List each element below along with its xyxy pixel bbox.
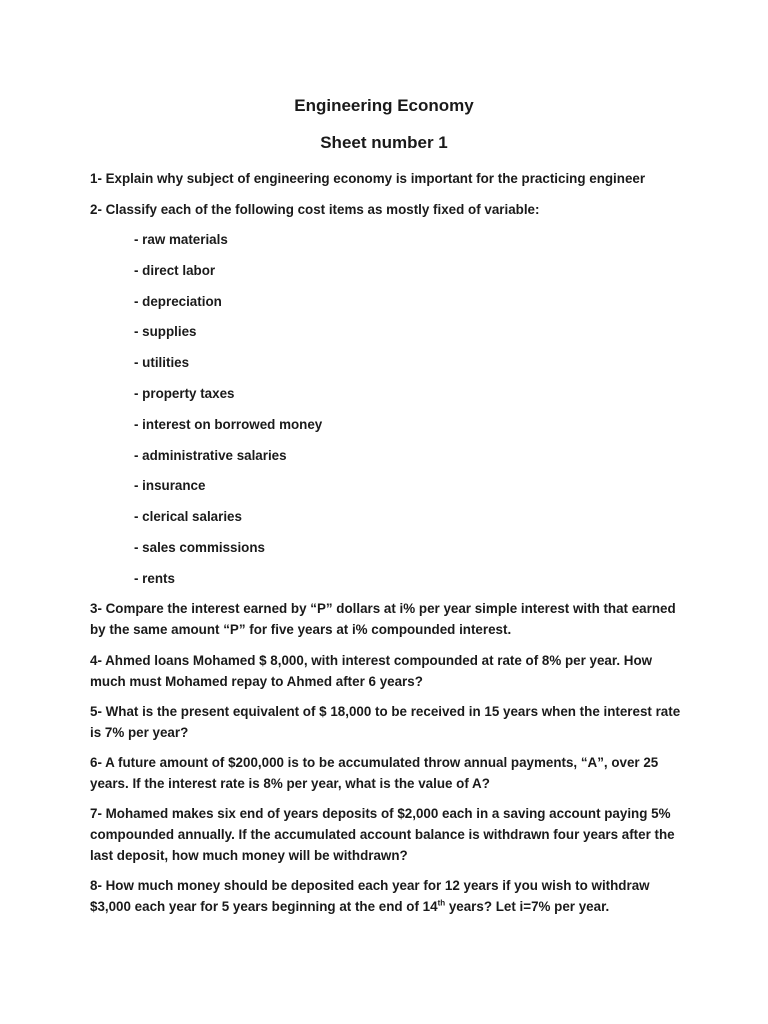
question-6: 6- A future amount of $200,000 is to be accumulated throw annual payments, “A”, over 25 years. If the interest rate is 8% per year, what is the value of A? <box>90 755 659 791</box>
cost-item-direct-labor: - direct labor <box>134 262 216 278</box>
cost-item-insurance: - insurance <box>134 478 206 494</box>
cost-item-utilities: - utilities <box>134 355 190 371</box>
question-5: 5- What is the present equivalent of $ 18,000 to be received in 15 years when the interest rate is 7% per year? <box>90 704 681 740</box>
cost-item-clerical-salaries: - clerical salaries <box>134 509 242 525</box>
document-subtitle: Sheet number 1 <box>320 133 448 152</box>
question-7: 7- Mohamed makes six end of years deposits of $2,000 each in a saving account paying 5% compounded annually. If the accumulated account balance is withdrawn four years after the last deposit, how much money will be withdrawn? <box>90 806 675 863</box>
cost-item-interest: - interest on borrowed money <box>134 416 323 432</box>
cost-item-administrative-salaries: - administrative salaries <box>134 447 287 463</box>
document-title: Engineering Economy <box>294 96 474 115</box>
cost-item-sales-commissions: - sales commissions <box>134 539 265 555</box>
cost-item-raw-materials: - raw materials <box>134 232 228 247</box>
cost-item-rents: - rents <box>134 570 175 586</box>
question-8-text-end: years? Let i=7% per year. <box>445 899 610 914</box>
question-3: 3- Compare the interest earned by “P” dollars at i% per year simple interest with that earned by the same amount “P” for five years at i% compounded interest. <box>90 601 676 637</box>
question-8 <box>90 875 690 917</box>
question-2: 2- Classify each of the following cost items as mostly fixed of variable: <box>90 202 540 217</box>
cost-item-property-taxes: - property taxes <box>134 385 235 401</box>
cost-item-supplies: - supplies <box>134 324 197 340</box>
question-4: 4- Ahmed loans Mohamed $ 8,000, with interest compounded at rate of 8% per year. How much must Mohamed repay to Ahmed after 6 years? <box>90 653 653 689</box>
cost-items-list <box>134 229 322 599</box>
cost-item-depreciation: - depreciation <box>134 293 222 309</box>
question-8-superscript: th <box>437 898 446 908</box>
question-1: 1- Explain why subject of engineering economy is important for the practicing engineer <box>90 171 646 186</box>
question-8-text: 8- How much money should be deposited each year for 12 years if you wish to withdraw $3,000 each year for 5 years beginning at the end of 14 <box>90 878 650 914</box>
